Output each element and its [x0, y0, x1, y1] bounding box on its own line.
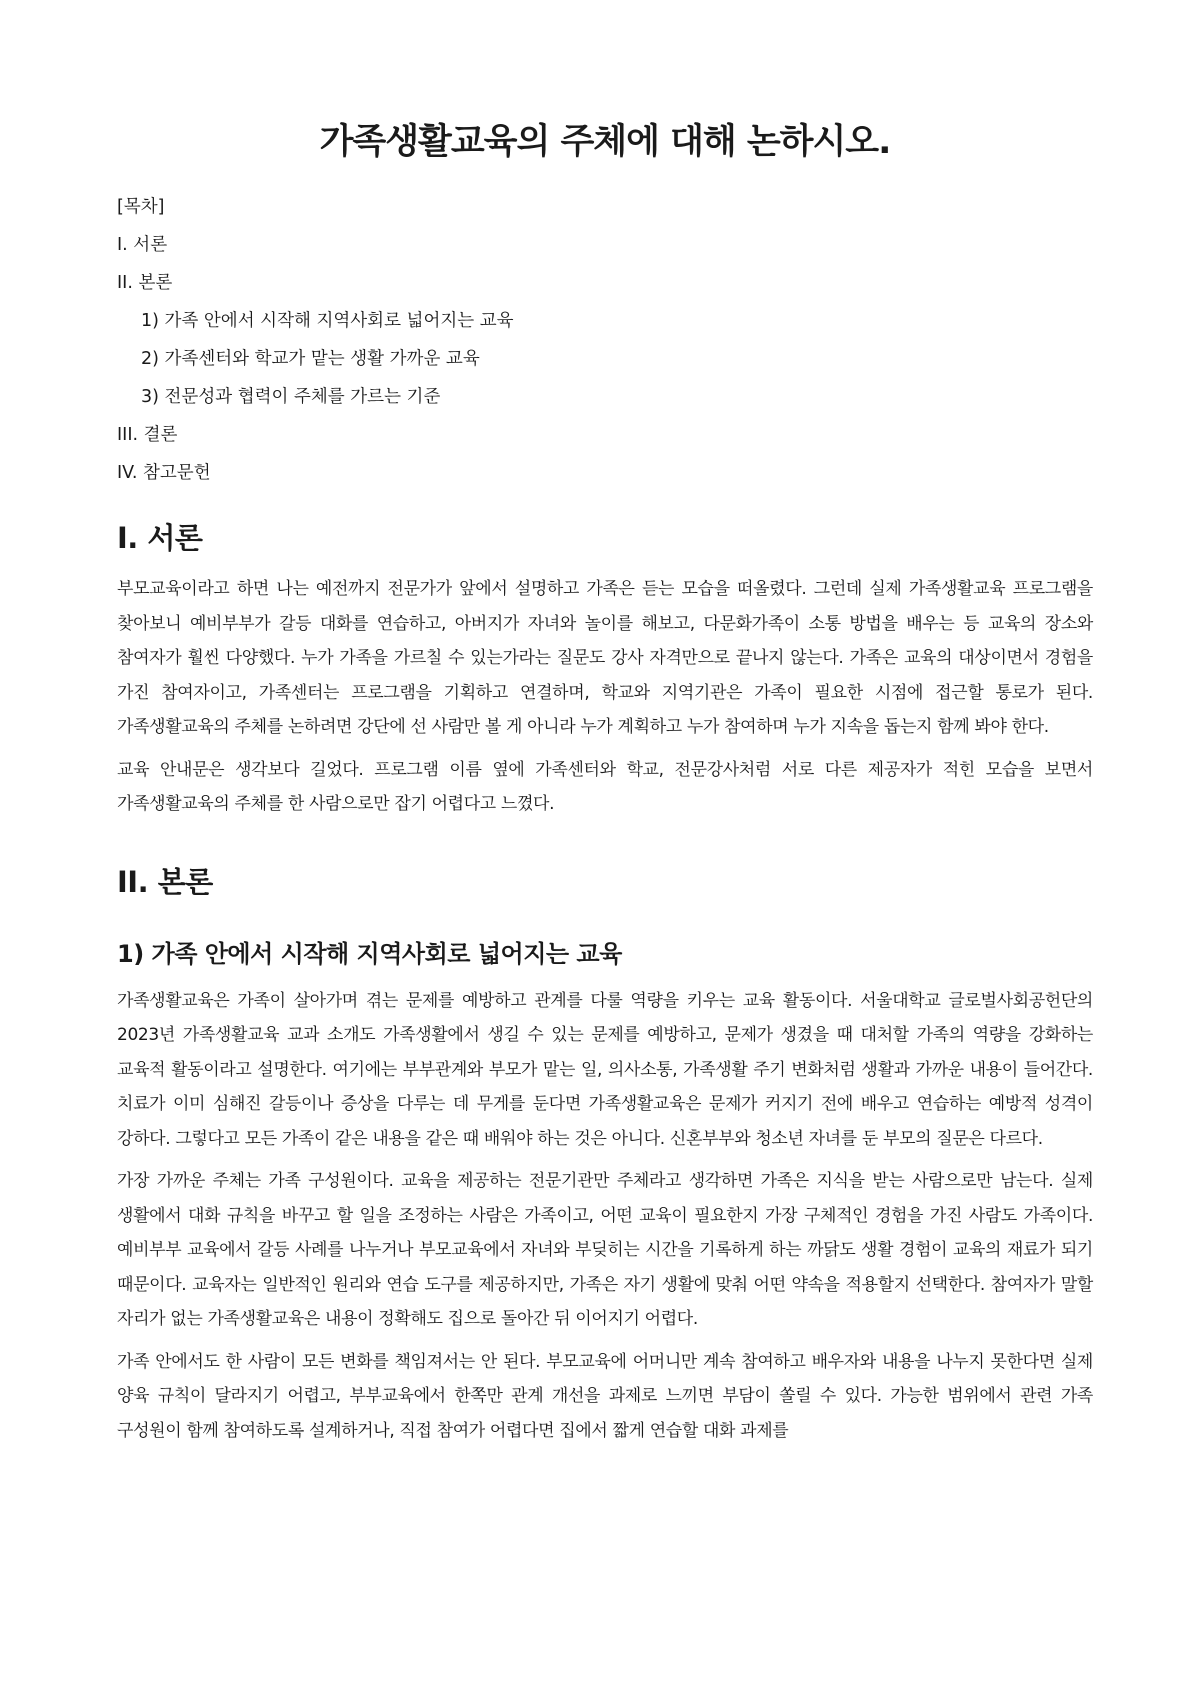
body-paragraph: 가족 안에서도 한 사람이 모든 변화를 책임져서는 안 된다. 부모교육에 어머니만 계속 참여하고 배우자와 내용을 나누지 못한다면 실제 양육 규칙이 달라지기 어렵고, 부부교육에서 한쪽만 관계 개선을 과제로 느끼면 부담이 쏠릴 수 있다. 가능한 범위에서 관련 가족 구성원이 함께 참여하도록 설계하거나, 직접 참여가 어렵다면 집에서 짧게 연습할 대화 과제를	[117, 1351, 1093, 1441]
toc-item-body-2: 2) 가족센터와 학교가 맡는 생활 가까운 교육	[141, 349, 480, 369]
body-paragraph: 가족생활교육은 가족이 살아가며 겪는 문제를 예방하고 관계를 다룰 역량을 키우는 교육 활동이다. 서울대학교 글로벌사회공헌단의 2023년 가족생활교육 교과 소개도 가족생활에서 생길 수 있는 문제를 예방하고, 문제가 생겼을 때 대처할 가족의 역량을 강화하는 교육적 활동이라고 설명한다. 여기에는 부부관계와 부모가 맡는 일, 의사소통, 가족생활 주기 변화처럼 생활과 가까운 내용이 들어간다. 치료가 이미 심해진 갈등이나 증상을 다루는 데 무게를 둔다면 가족생활교육은 문제가 커지기 전에 배우고 연습하는 예방적 성격이 강하다. 그렇다고 모든 가족이 같은 내용을 같은 때 배워야 하는 것은 아니다. 신혼부부와 청소년 자녀를 둔 부모의 질문은 다르다.	[117, 990, 1093, 1149]
toc-item-references: IV. 참고문헌	[117, 463, 211, 483]
toc-item-conclusion: III. 결론	[117, 425, 178, 445]
intro-paragraph: 부모교육이라고 하면 나는 예전까지 전문가가 앞에서 설명하고 가족은 듣는 모습을 떠올렸다. 그런데 실제 가족생활교육 프로그램을 찾아보니 예비부부가 갈등 대화를 연습하고, 아버지가 자녀와 놀이를 해보고, 다문화가족이 소통 방법을 배우는 등 교육의 장소와 참여자가 훨씬 다양했다. 누가 가족을 가르칠 수 있는가라는 질문도 강사 자격만으로 끝나지 않는다. 가족은 교육의 대상이면서 경험을 가진 참여자이고, 가족센터는 프로그램을 기획하고 연결하며, 학교와 지역기관은 가족이 필요한 시점에 접근할 통로가 된다. 가족생활교육의 주체를 논하려면 강단에 선 사람만 볼 게 아니라 누가 계획하고 누가 참여하며 누가 지속을 돕는지 함께 봐야 한다.	[117, 579, 1093, 737]
section-heading-intro: I. 서론	[117, 521, 203, 555]
toc-item-body: II. 본론	[117, 273, 173, 293]
subsection-heading-1: 1) 가족 안에서 시작해 지역사회로 넓어지는 교육	[117, 939, 622, 968]
toc-heading: [목차]	[117, 197, 165, 217]
body-paragraph: 가장 가까운 주체는 가족 구성원이다. 교육을 제공하는 전문기관만 주체라고 생각하면 가족은 지식을 받는 사람으로만 남는다. 실제 생활에서 대화 규칙을 바꾸고 할 일을 조정하는 사람은 가족이고, 어떤 교육이 필요한지 가장 구체적인 경험을 가진 사람도 가족이다. 예비부부 교육에서 갈등 사례를 나누거나 부모교육에서 자녀와 부딪히는 시간을 기록하게 하는 까닭도 생활 경험이 교육의 재료가 되기 때문이다. 교육자는 일반적인 원리와 연습 도구를 제공하지만, 가족은 자기 생활에 맞춰 어떤 약속을 적용할지 선택한다. 참여자가 말할 자리가 없는 가족생활교육은 내용이 정확해도 집으로 돌아간 뒤 이어지기 어렵다.	[117, 1171, 1093, 1329]
section-heading-body: II. 본론	[117, 864, 213, 899]
intro-paragraph: 교육 안내문은 생각보다 길었다. 프로그램 이름 옆에 가족센터와 학교, 전문강사처럼 서로 다른 제공자가 적힌 모습을 보면서 가족생활교육의 주체를 한 사람으로만 잡기 어렵다고 느꼈다.	[117, 759, 1093, 814]
toc-item-intro: I. 서론	[117, 235, 168, 255]
toc-item-body-3: 3) 전문성과 협력이 주체를 가르는 기준	[141, 387, 441, 407]
toc-item-body-1: 1) 가족 안에서 시작해 지역사회로 넓어지는 교육	[141, 311, 514, 331]
document-title: 가족생활교육의 주체에 대해 논하시오.	[319, 122, 891, 162]
table-of-contents	[117, 188, 1093, 492]
